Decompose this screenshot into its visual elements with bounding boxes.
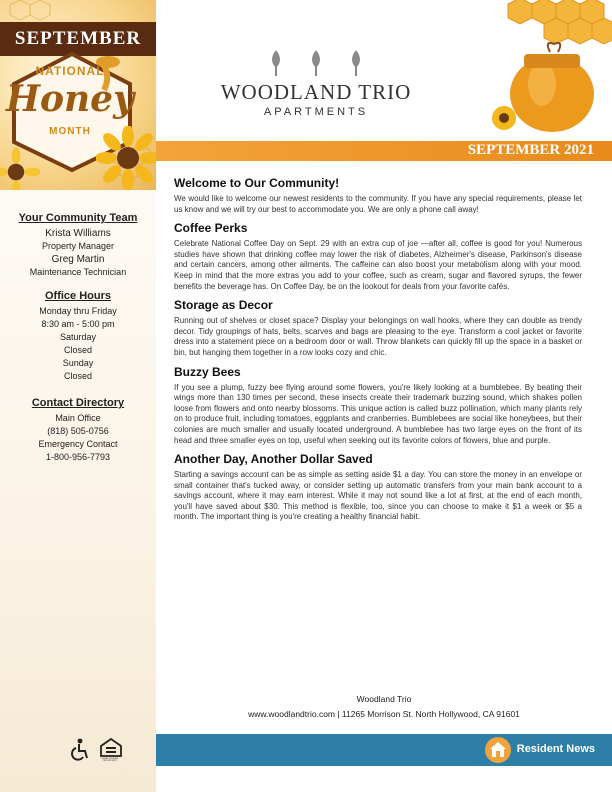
- issue-date: SEPTEMBER 2021: [467, 142, 594, 158]
- badge-honey: Honey: [5, 78, 135, 120]
- hours-heading: Office Hours: [44, 290, 111, 302]
- directory-heading: Contact Directory: [31, 397, 125, 409]
- directory-line: Emergency Contact: [38, 439, 118, 449]
- article-title: Welcome to Our Community!: [174, 176, 340, 190]
- article-body: Starting a savings account can be as simple as setting aside $1 a day. You can store the money in an envelope or small container that's tucked away, or consider setting up automatic transfers from your main bank account to a savings account, where it may earn interest. While it may not sound like a lot at first, at the end of each month, you'll have saved about $30. This method is flexible, too, since you can choose to make it $1 a week or $5 a month. The important thing is you're creating a healthy financial habit.: [174, 470, 582, 522]
- article: [174, 365, 582, 447]
- badge-month: MONTH: [49, 126, 91, 137]
- footer-address-link[interactable]: www.woodlandtrio.com | 11265 Morrison St. North Hollywood, CA 91601: [248, 709, 520, 719]
- hours-line: 8:30 am - 5:00 pm: [41, 319, 115, 329]
- team-member-name: Greg Martin: [51, 254, 105, 265]
- team-member-role: Maintenance Technician: [29, 267, 127, 277]
- logo-leaves-icon: [264, 42, 368, 76]
- contact-directory: [0, 397, 156, 464]
- footer-contact: [156, 692, 612, 722]
- honey-jar-icon: [490, 0, 612, 140]
- directory-line: Main Office: [55, 413, 101, 423]
- article-body: We would like to welcome our newest residents to the community. If you have any special requirements, please let us know and we will try our best to accommodate you. We are only a phone call away!: [174, 194, 582, 214]
- article: [174, 221, 582, 292]
- footer-property-name: Woodland Trio: [356, 694, 412, 704]
- hours-line: Monday thru Friday: [39, 306, 117, 316]
- directory-phone[interactable]: (818) 505-0756: [47, 426, 109, 436]
- footer-icons: [68, 738, 122, 767]
- article-body: Celebrate National Coffee Day on Sept. 29 with an extra cup of joe —after all, coffee is good for you! Numerous studies have shown that drinking coffee may lower the risk of diabetes, Alzheimer's disease, Parkinson's disease and certain cancers, among other ailments. The caffeine can also boost your metabolism along with your mood. Keep in mind that the more extras you add to your coffee, such as cream, sugar and flavored syrups, the fewer benefits the beverage has. On Coffee Day, be on the lookout for deals from your favorite cafés.: [174, 239, 582, 291]
- article-title: Another Day, Another Dollar Saved: [174, 452, 373, 467]
- team-member-name: Krista Williams: [45, 228, 111, 239]
- article-body: If you see a plump, fuzzy bee flying around some flowers, you're likely looking at a bumblebee. By beating their wings more than 130 times per second, these insects create their trademark buzzing sound, which shakes pollen loose from flowers and onto nearby blossoms. This unique action is called buzz pollination, which many plants rely on to produce fruit, including tomatoes, eggplants and cranberries. Bumblebees are social like honeybees, but their colonies are much smaller and usually located underground. A bumblebee has two large eyes on the front of its head and three smaller eyes on top, useful when seeking out its favorite colors of flowers, blue and purple.: [174, 382, 582, 445]
- articles: [174, 176, 582, 529]
- article: [174, 298, 582, 358]
- article-body: Running out of shelves or closet space? Display your belongings on wall hooks, where they can double as trendy decor. Tidy groupings of hats, belts, scarves and bags are pleasing to the eye. Transform a cool jacket or favorite dress into a statement piece on a bedroom door or wall. Throw blankets can quickly fill up the space in a basket or bin, but hanging them together in a row looks cozy and chic.: [174, 316, 582, 357]
- article: [174, 452, 582, 523]
- sunflower-icon: [96, 126, 156, 190]
- community-team: [0, 212, 156, 279]
- hours-line: Closed: [63, 345, 92, 355]
- article: [174, 176, 582, 215]
- article-title: Buzzy Bees: [174, 364, 241, 379]
- property-subtitle: APARTMENTS: [263, 106, 369, 118]
- honey-month-banner: [0, 0, 156, 190]
- sidebar: [0, 0, 156, 792]
- directory-phone[interactable]: 1-800-956-7793: [45, 452, 111, 462]
- property-name: WOODLAND TRIO: [220, 80, 412, 104]
- office-hours: [0, 290, 156, 383]
- team-heading: Your Community Team: [18, 212, 138, 224]
- sunflower-small-icon: [0, 148, 40, 190]
- article-title: Coffee Perks: [174, 221, 248, 236]
- wheelchair-accessibility-icon: [68, 738, 92, 762]
- resident-news-house-icon: [484, 736, 512, 764]
- hours-line: Saturday: [59, 332, 97, 342]
- equal-housing-text: EQUAL HOUSING OPPORTUNITY: [101, 758, 119, 763]
- badge-national: NATIONAL: [35, 64, 105, 78]
- article-title: Storage as Decor: [174, 298, 273, 313]
- hours-line: Closed: [63, 371, 92, 381]
- date-bar: [156, 141, 612, 161]
- resident-news-label: Resident News: [516, 743, 595, 755]
- team-member-role: Property Manager: [41, 241, 115, 251]
- hours-line: Sunday: [62, 358, 94, 368]
- month-band: SEPTEMBER: [0, 22, 156, 56]
- resident-news-bar: [156, 734, 612, 766]
